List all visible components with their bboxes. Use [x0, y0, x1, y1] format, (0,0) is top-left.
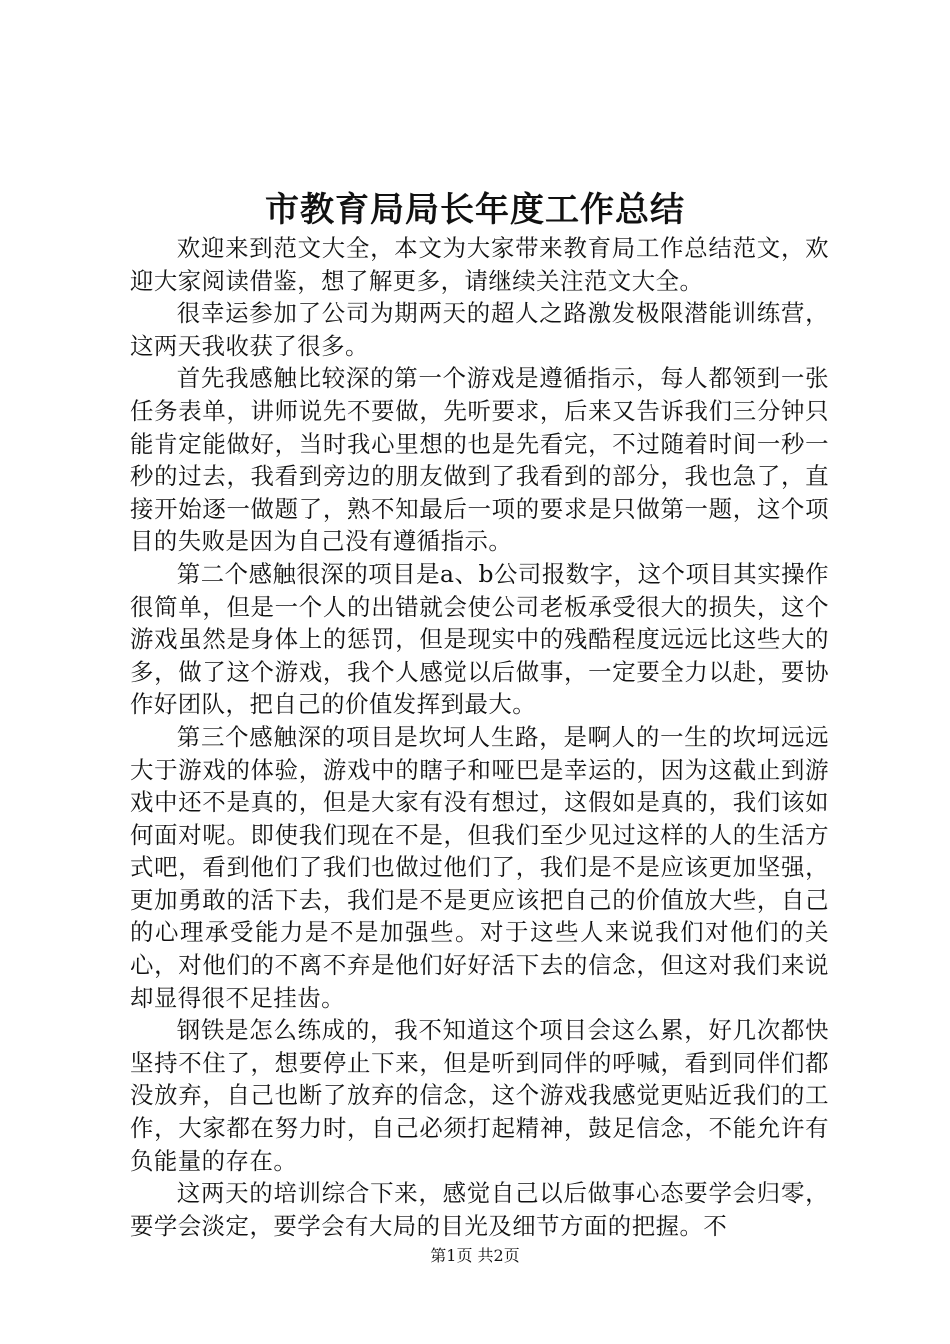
document-body: [130, 232, 829, 1242]
paragraph-summary: 这两天的培训综合下来，感觉自己以后做事心态要学会归零，要学会淡定，要学会有大局的目光及细节方面的把握。不: [130, 1179, 829, 1240]
paragraph-game-three: 第三个感触深的项目是坎坷人生路，是啊人的一生的坎坷远远大于游戏的体验，游戏中的瞎子和哑巴是幸运的，因为这截止到游戏中还不是真的，但是大家有没有想过，这假如是真的，我们该如何面对呢。即使我们现在不是，但我们至少见过这样的人的生活方式吧，看到他们了我们也做过他们了，我们是不是应该更加坚强，更加勇敢的活下去，我们是不是更应该把自己的价值放大些，自己的心理承受能力是不是加强些。对于这些人来说我们对他们的关心，对他们的不离不弃是他们好好活下去的信念，但这对我们来说却显得很不足挂齿。: [130, 722, 829, 1012]
paragraph-training-camp: 很幸运参加了公司为期两天的超人之路激发极限潜能训练营，这两天我收获了很多。: [130, 299, 829, 360]
page-number-footer: 第1页 共2页: [430, 1246, 520, 1265]
paragraph-game-two: 第二个感触很深的项目是a、b公司报数字，这个项目其实操作很简单，但是一个人的出错就会使公司老板承受很大的损失，这个游戏虽然是身体上的惩罚，但是现实中的残酷程度远远比这些大的多，做了这个游戏，我个人感觉以后做事，一定要全力以赴，要协作好团队，把自己的价值发挥到最大。: [130, 559, 829, 719]
document-title: 市教育局局长年度工作总结: [265, 190, 685, 230]
paragraph-steel: 钢铁是怎么练成的，我不知道这个项目会这么累，好几次都快坚持不住了，想要停止下来，但是听到同伴的呼喊，看到同伴们都没放弃，自己也断了放弃的信念，这个游戏我感觉更贴近我们的工作，大家都在努力时，自己必须打起精神，鼓足信念，不能允许有负能量的存在。: [130, 1016, 829, 1175]
paragraph-game-one: 首先我感触比较深的第一个游戏是遵循指示，每人都领到一张任务表单，讲师说先不要做，先听要求，后来又告诉我们三分钟只能肯定能做好，当时我心里想的也是先看完，不过随着时间一秒一秒的过去，我看到旁边的朋友做到了我看到的部分，我也急了，直接开始逐一做题了，熟不知最后一项的要求是只做第一题，这个项目的失败是因为自己没有遵循指示。: [130, 364, 829, 556]
paragraph-intro: 欢迎来到范文大全，本文为大家带来教育局工作总结范文，欢迎大家阅读借鉴，想了解更多，请继续关注范文大全。: [130, 234, 829, 295]
